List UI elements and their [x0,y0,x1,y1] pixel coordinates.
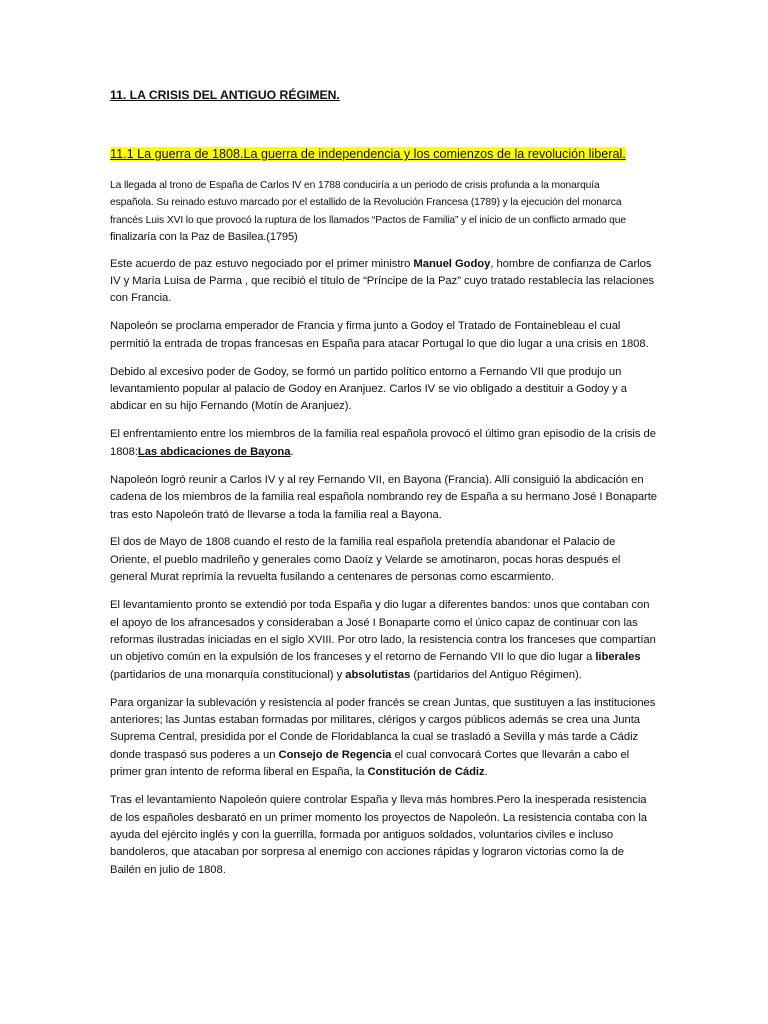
paragraph-1-line-3: francés Luis XVI lo que provocó la ruptura de los llamados “Pactos de Familia” y el inicio de un conflicto armado que [110,214,626,226]
paragraph-10: Tras el levantamiento Napoleón quiere controlar España y lleva más hombres.Pero la inesperada resistencia de los españoles desbarató en un primer momento los proyectos de Napoleón. La resistencia contaba con la ayuda del ejército inglés y con la guerrilla, formada por antiguos soldados, voluntarios civiles e incluso bandoleros, que atacaban por sorpresa al enemigo con acciones rápidas y lograron victorias como la de Bailén en julio de 1808. [110,794,648,876]
term-constitucion-de-cadiz: Constitución de Cádiz [367,766,485,779]
paragraph-8-text-e: (partidarios del Antiguo Régimen). [410,668,582,681]
paragraph-5-text-c: . [290,445,294,458]
paragraph-5-text-a: El enfrentamiento entre los miembros de la familia real española provocó el último gran episodio de la crisis de 1808: [110,428,656,458]
paragraph-2-text-c: , hombre de confianza de Carlos IV y María Luisa de Parma , que recibió el título de “Príncipe de la Paz” cuyo tratado restablecía las relaciones con Francia. [110,257,655,305]
paragraph-1 [110,177,658,247]
paragraph-9 [110,695,658,782]
paragraph-6: Napoleón logró reunir a Carlos IV y al rey Fernando VII, en Bayona (Francia). Allí consiguió la abdicación en cadena de los miembros de la familia real española nombrando rey de España a su hermano José I Bonaparte tras esto Napoleón trató de llevarse a toda la familia real a Bayona. [110,473,658,521]
term-consejo-de-regencia: Consejo de Regencia [278,748,392,761]
section-heading-highlight: 11.1 La guerra de 1808.La guerra de independencia y los comienzos de la revolución liberal. [110,147,626,161]
paragraph-8-text-c: (partidarios de una monarquía constitucional) y [110,668,346,681]
body-text [110,177,658,890]
paragraph-4: Debido al excesivo poder de Godoy, se formó un partido político entorno a Fernando VII que produjo un levantamiento popular al palacio de Godoy en Aranjuez. Carlos IV se vio obligado a destituir a Godoy y a abdicar en su hijo Fernando (Motín de Aranjuez). [110,365,627,413]
paragraph-2 [110,256,658,308]
paragraph-8-text-a: El levantamiento pronto se extendió por toda España y dio lugar a diferentes bandos: unos que contaban con el apoyo de los afrancesados y consideraban a José I Bonaparte como el único capaz de continuar con las reformas ilustradas iniciadas en el siglo XVIII. Por otro lado, la resistencia contra los franceses que compartían un objetivo común en la expulsión de los franceses y el retorno de Fernando VII lo que dio lugar a [110,599,656,664]
paragraph-9-text-e: . [484,766,488,779]
paragraph-9-text-a: Para organizar la sublevación y resistencia al poder francés se crean Juntas, que sustituyen a las instituciones anteriores; las Juntas estaban formadas por militares, clérigos y cargos públicos además se crea una Junta Suprema Central, presidida por el Conde de Floridablanca la cual se trasladó a Sevilla y más tarde a Cádiz donde traspasó sus poderes a un [110,696,656,761]
paragraph-1-line-1: La llegada al trono de España de Carlos IV en 1788 conduciría a un periodo de crisis profunda a la monarquía [110,180,600,191]
document-title: 11. LA CRISIS DEL ANTIGUO RÉGIMEN. [110,88,340,102]
term-abdicaciones-de-bayona: Las abdicaciones de Bayona [137,445,291,458]
paragraph-1-line-4: finalizaría con la Paz de Basilea.(1795) [110,231,298,244]
paragraph-2-text-a: Este acuerdo de paz estuvo negociado por el primer ministro [110,257,414,270]
term-liberales: liberales [595,651,641,664]
paragraph-5 [110,426,658,461]
paragraph-1-line-2: española. Su reinado estuvo marcado por el estallido de la Revolución Francesa (1789) y la ejecución del monarca [110,197,622,209]
paragraph-7: El dos de Mayo de 1808 cuando el resto de la familia real española pretendía abandonar el Palacio de Oriente, el pueblo madrileño y generales como Daoíz y Velarde se amotinaron, pocas horas después el general Murat reprimía la revuelta fusilando a centenares de personas como escarmiento. [110,536,621,584]
paragraph-9-text-c: el cual convocará Cortes que llevarán a cabo el primer gran intento de reforma liberal en España, la [110,748,630,779]
paragraph-8 [110,597,658,684]
paragraph-3: Napoleón se proclama emperador de Francia y firma junto a Godoy el Tratado de Fontainebleau el cual permitió la entrada de tropas francesas en España para atacar Portugal lo que dio lugar a una crisis en 1808. [110,320,649,350]
term-manuel-godoy: Manuel Godoy [413,257,491,270]
section-heading [110,147,626,161]
term-absolutistas: absolutistas [345,668,411,681]
